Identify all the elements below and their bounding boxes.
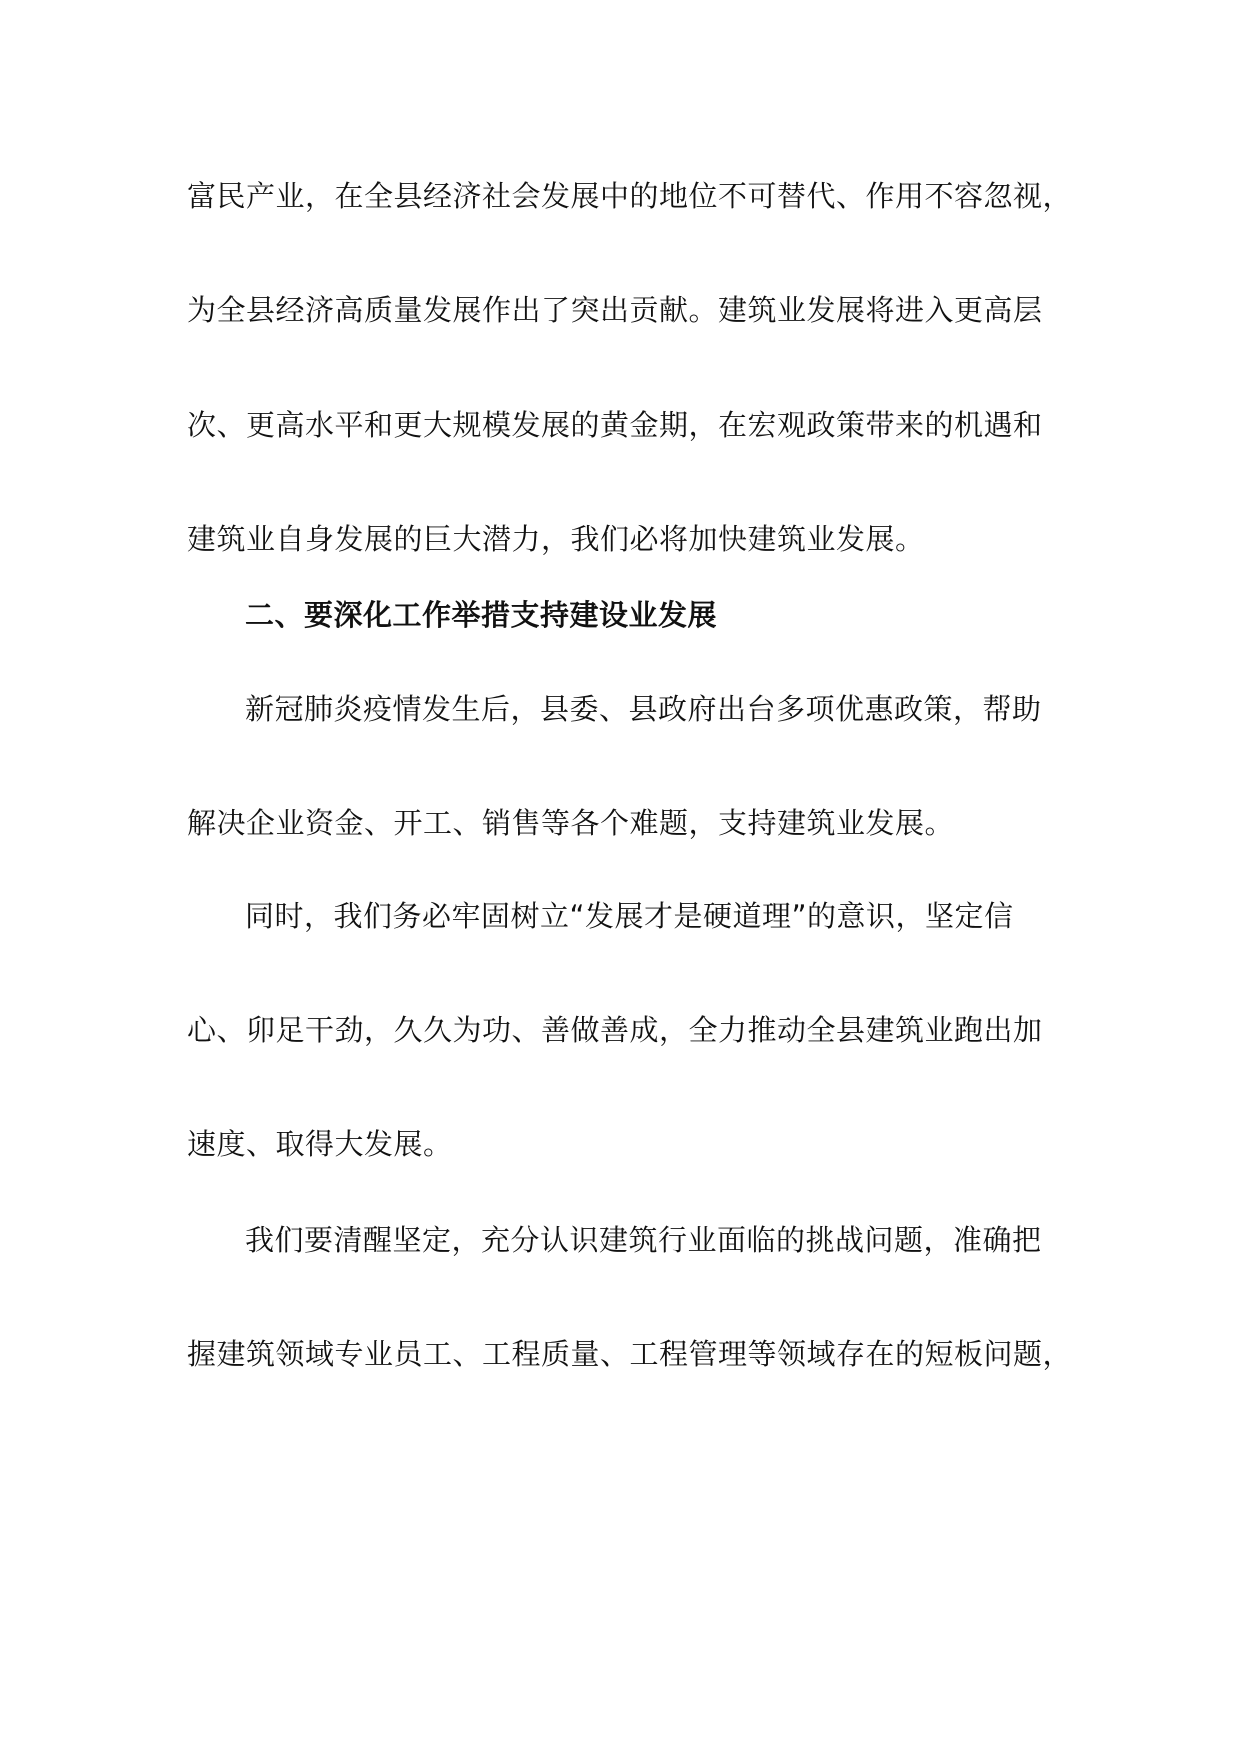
body-text-line: 次、更高水平和更大规模发展的黄金期，在宏观政策带来的机遇和 — [187, 408, 1043, 442]
body-text-line: 建筑业自身发展的巨大潜力，我们必将加快建筑业发展。 — [187, 522, 925, 556]
body-text-line: 速度、取得大发展。 — [187, 1127, 453, 1161]
body-text-line: 新冠肺炎疫情发生后，县委、县政府出台多项优惠政策，帮助 — [245, 692, 1042, 726]
body-text-line: 同时，我们务必牢固树立“发展才是硬道理”的意识，坚定信 — [245, 899, 1014, 933]
body-text-line: 解决企业资金、开工、销售等各个难题，支持建筑业发展。 — [187, 806, 955, 840]
body-text-line: 我们要清醒坚定，充分认识建筑行业面临的挑战问题，准确把 — [245, 1223, 1042, 1257]
body-text-line: 心、卯足干劲，久久为功、善做善成，全力推动全县建筑业跑出加 — [187, 1013, 1043, 1047]
body-text-line: 为全县经济高质量发展作出了突出贡献。建筑业发展将进入更高层 — [187, 293, 1043, 327]
section-heading: 二、要深化工作举措支持建设业发展 — [245, 598, 718, 632]
body-text-line: 握建筑领域专业员工、工程质量、工程管理等领域存在的短板问题， — [187, 1337, 1073, 1371]
body-text-line: 富民产业，在全县经济社会发展中的地位不可替代、作用不容忽视， — [187, 179, 1073, 213]
